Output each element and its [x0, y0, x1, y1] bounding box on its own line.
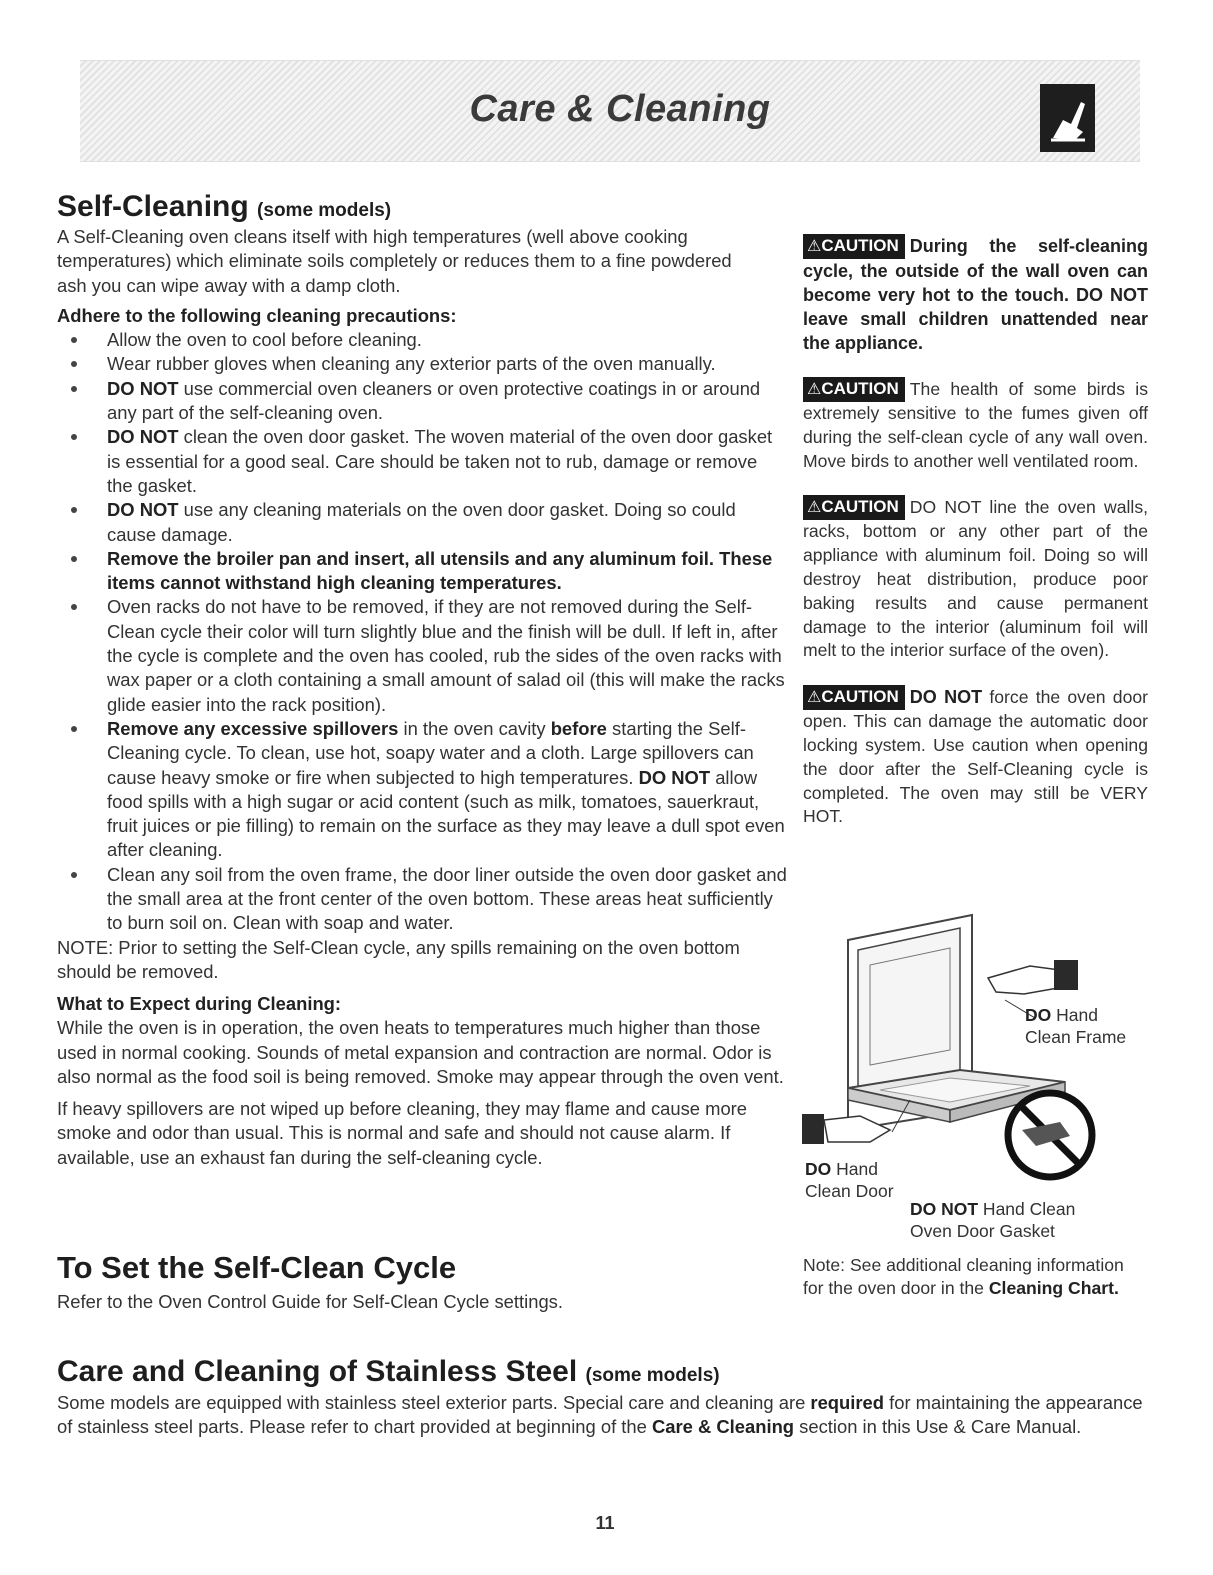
self-cleaning-title-suffix: (some models) — [257, 200, 392, 221]
list-item — [57, 717, 787, 863]
precautions-list — [57, 328, 787, 935]
door-label — [805, 1158, 894, 1202]
stainless-heading — [57, 1355, 1162, 1389]
note-bold: Cleaning Chart. — [988, 1278, 1119, 1298]
warning-icon: ⚠ — [807, 499, 822, 517]
what-to-expect-paragraph-2: If heavy spillovers are not wiped up before cleaning, they may flame and cause more smoke and odor than usual. This is normal and safe and should not cause alarm. If available, use an exhaust fan during the self-cleaning cycle. — [57, 1098, 748, 1168]
caution-text: The health of some birds is extremely sensitive to the fumes given off during the self-clean cycle of any wall oven. Move birds to another well ventilated room. — [803, 379, 1148, 471]
list-item — [57, 377, 787, 426]
list-item — [57, 863, 787, 936]
bullet-text: Allow the oven to cool before cleaning. — [107, 329, 422, 351]
what-to-expect-heading: What to Expect during Cleaning: — [57, 993, 342, 1014]
list-item — [57, 425, 787, 498]
frame-label-bold: DO — [1025, 1005, 1052, 1025]
bullet-bold: DO NOT — [107, 426, 179, 448]
bullet-bold: DO NOT — [107, 377, 179, 399]
warning-icon: ⚠ — [807, 381, 822, 398]
set-cycle-text: Refer to the Oven Control Guide for Self-Clean Cycle settings. — [57, 1291, 563, 1312]
caution-badge — [803, 495, 905, 520]
stainless-steel-section — [57, 1355, 1162, 1440]
warning-icon: ⚠ — [807, 689, 822, 707]
door-label-line2: Clean Door — [805, 1181, 894, 1201]
caution-birds — [803, 377, 1148, 473]
list-item — [57, 498, 787, 547]
bullet-text: Wear rubber gloves when cleaning any exterior parts of the oven manually. — [107, 353, 716, 375]
door-label-rest: Hand — [831, 1159, 878, 1179]
gasket-label-line2: Oven Door Gasket — [910, 1221, 1055, 1241]
caution-label: CAUTION — [821, 687, 899, 707]
stainless-text — [57, 1391, 1162, 1440]
stainless-text-2: for maintaining the appearance of stainless steel parts. Please refer to chart provided at beginning of the — [57, 1392, 1143, 1438]
hand-cleaning-icon — [1040, 84, 1095, 152]
bullet-bold: DO NOT — [638, 766, 711, 788]
gasket-label-bold: DO NOT — [910, 1199, 979, 1219]
stainless-text-3: section in this Use & Care Manual. — [794, 1416, 1082, 1438]
caution-children — [803, 234, 1148, 355]
stainless-bold-2: Care & Cleaning — [651, 1416, 795, 1438]
bullet-bold: DO NOT — [107, 499, 179, 521]
bullet-bold: before — [550, 717, 607, 739]
set-cycle-title: To Set the Self-Clean Cycle — [57, 1250, 457, 1285]
bullet-text: in the oven cavity — [398, 717, 551, 739]
bullet-text: use any cleaning materials on the oven door gasket. Doing so could cause damage. — [107, 499, 736, 545]
stainless-bold-1: required — [810, 1392, 884, 1413]
warning-icon: ⚠ — [807, 238, 822, 255]
note-text: Note: See additional cleaning information for the oven door in the — [803, 1255, 1124, 1298]
door-cleaning-note — [803, 1254, 1133, 1300]
precautions-heading: Adhere to the following cleaning precautions: — [57, 304, 457, 326]
list-item — [57, 547, 787, 596]
caution-label: CAUTION — [821, 379, 899, 398]
caution-bold: DO NOT — [909, 687, 983, 708]
frame-label-line2: Clean Frame — [1025, 1027, 1127, 1047]
list-item — [57, 595, 787, 716]
caution-badge — [803, 685, 905, 710]
caution-label: CAUTION — [821, 497, 899, 517]
gasket-label — [910, 1198, 1075, 1242]
door-label-bold: DO — [805, 1159, 832, 1179]
caution-text: DO NOT line the oven walls, racks, bottom or any other part of the appliance with aluminum foil. Doing so will destroy heat distribution, produce poor baking results and cause permanent damage to the interior (aluminum foil will melt to the interior surface of the oven). — [803, 497, 1148, 661]
caution-label: CAUTION — [821, 236, 899, 255]
frame-label-rest: Hand — [1051, 1005, 1098, 1025]
bullet-text: use commercial oven cleaners or oven protective coatings in or around any part of the self-cleaning oven. — [107, 377, 761, 424]
caution-text: force the oven door open. This can damage the automatic door locking system. Use caution when opening the door after the Self-Cleaning cycle is completed. The oven may still be VERY HOT. — [803, 687, 1148, 827]
caution-badge — [803, 234, 905, 259]
what-to-expect-section — [57, 992, 787, 1170]
page-title: Care & Cleaning — [469, 88, 771, 130]
list-item — [57, 352, 787, 376]
bullet-bold: Remove the broiler pan and insert, all utensils and any aluminum foil. These items cannot withstand high cleaning temperatures. — [107, 547, 773, 594]
cautions-column — [803, 234, 1148, 851]
bullet-bold: Remove any excessive spillovers — [107, 717, 399, 739]
caution-badge — [803, 377, 905, 402]
caution-text: During the self-cleaning cycle, the outside of the wall oven can become very hot to the touch. DO NOT leave small children unattended near the appliance. — [803, 236, 1148, 353]
list-item — [57, 328, 787, 352]
stainless-text-1: Some models are equipped with stainless steel exterior parts. Special care and cleaning are — [57, 1392, 811, 1413]
stainless-title-suffix: (some models) — [585, 1365, 720, 1386]
self-clean-note: NOTE: Prior to setting the Self-Clean cycle, any spills remaining on the oven bottom should be removed. — [57, 936, 740, 982]
caution-foil — [803, 495, 1148, 663]
page-number: 11 — [595, 1513, 615, 1533]
set-cycle-section — [57, 1250, 777, 1314]
self-cleaning-title: Self-Cleaning — [57, 190, 249, 223]
bullet-text: clean the oven door gasket. The woven material of the oven door gasket is essential for a good seal. Care should be taken not to rub, damage or remove the gasket. — [107, 426, 773, 496]
gasket-label-rest: Hand Clean — [978, 1199, 1076, 1219]
frame-label — [1025, 1004, 1126, 1048]
what-to-expect-paragraph-1: While the oven is in operation, the oven heats to temperatures much higher than those used in normal cooking. Sounds of metal expansion and contraction are normal. Odor is also normal as the food soil is being removed. Smoke may appear through the oven vent. — [57, 1017, 784, 1087]
bullet-text: Clean any soil from the oven frame, the door liner outside the oven door gasket and the small area at the front center of the oven bottom. These areas heat sufficiently to burn soil on. Clean with soap and water. — [107, 863, 787, 934]
bullet-text: allow food spills with a high sugar or acid content (such as milk, tomatoes, sauerkraut, fruit juices or pie filling) to remain on the surface as they may leave a dull spot even after cleaning. — [107, 766, 785, 861]
oven-cleaning-illustration — [800, 910, 1150, 1240]
caution-door — [803, 685, 1148, 829]
self-cleaning-intro: A Self-Cleaning oven cleans itself with high temperatures (well above cooking temperatures) which eliminate soils completely or reduces them to a fine powdered ash you can wipe away with a damp cloth. — [57, 226, 732, 296]
bullet-text: starting the Self-Cleaning cycle. To clean, use hot, soapy water and a cloth. Large spillovers can cause heavy smoke or fire when subjected to high temperatures. — [107, 717, 754, 788]
bullet-text: Oven racks do not have to be removed, if they are not removed during the Self-Clean cycle their color will turn slightly blue and the finish will be dull. If left in, after the cycle is complete and the oven has cooled, rub the sides of the oven racks with wax paper or a cloth containing a small amount of salad oil (this will make the racks glide easier into the rack position). — [107, 596, 785, 715]
self-cleaning-heading — [57, 190, 391, 224]
stainless-title: Care and Cleaning of Stainless Steel — [57, 1355, 578, 1388]
